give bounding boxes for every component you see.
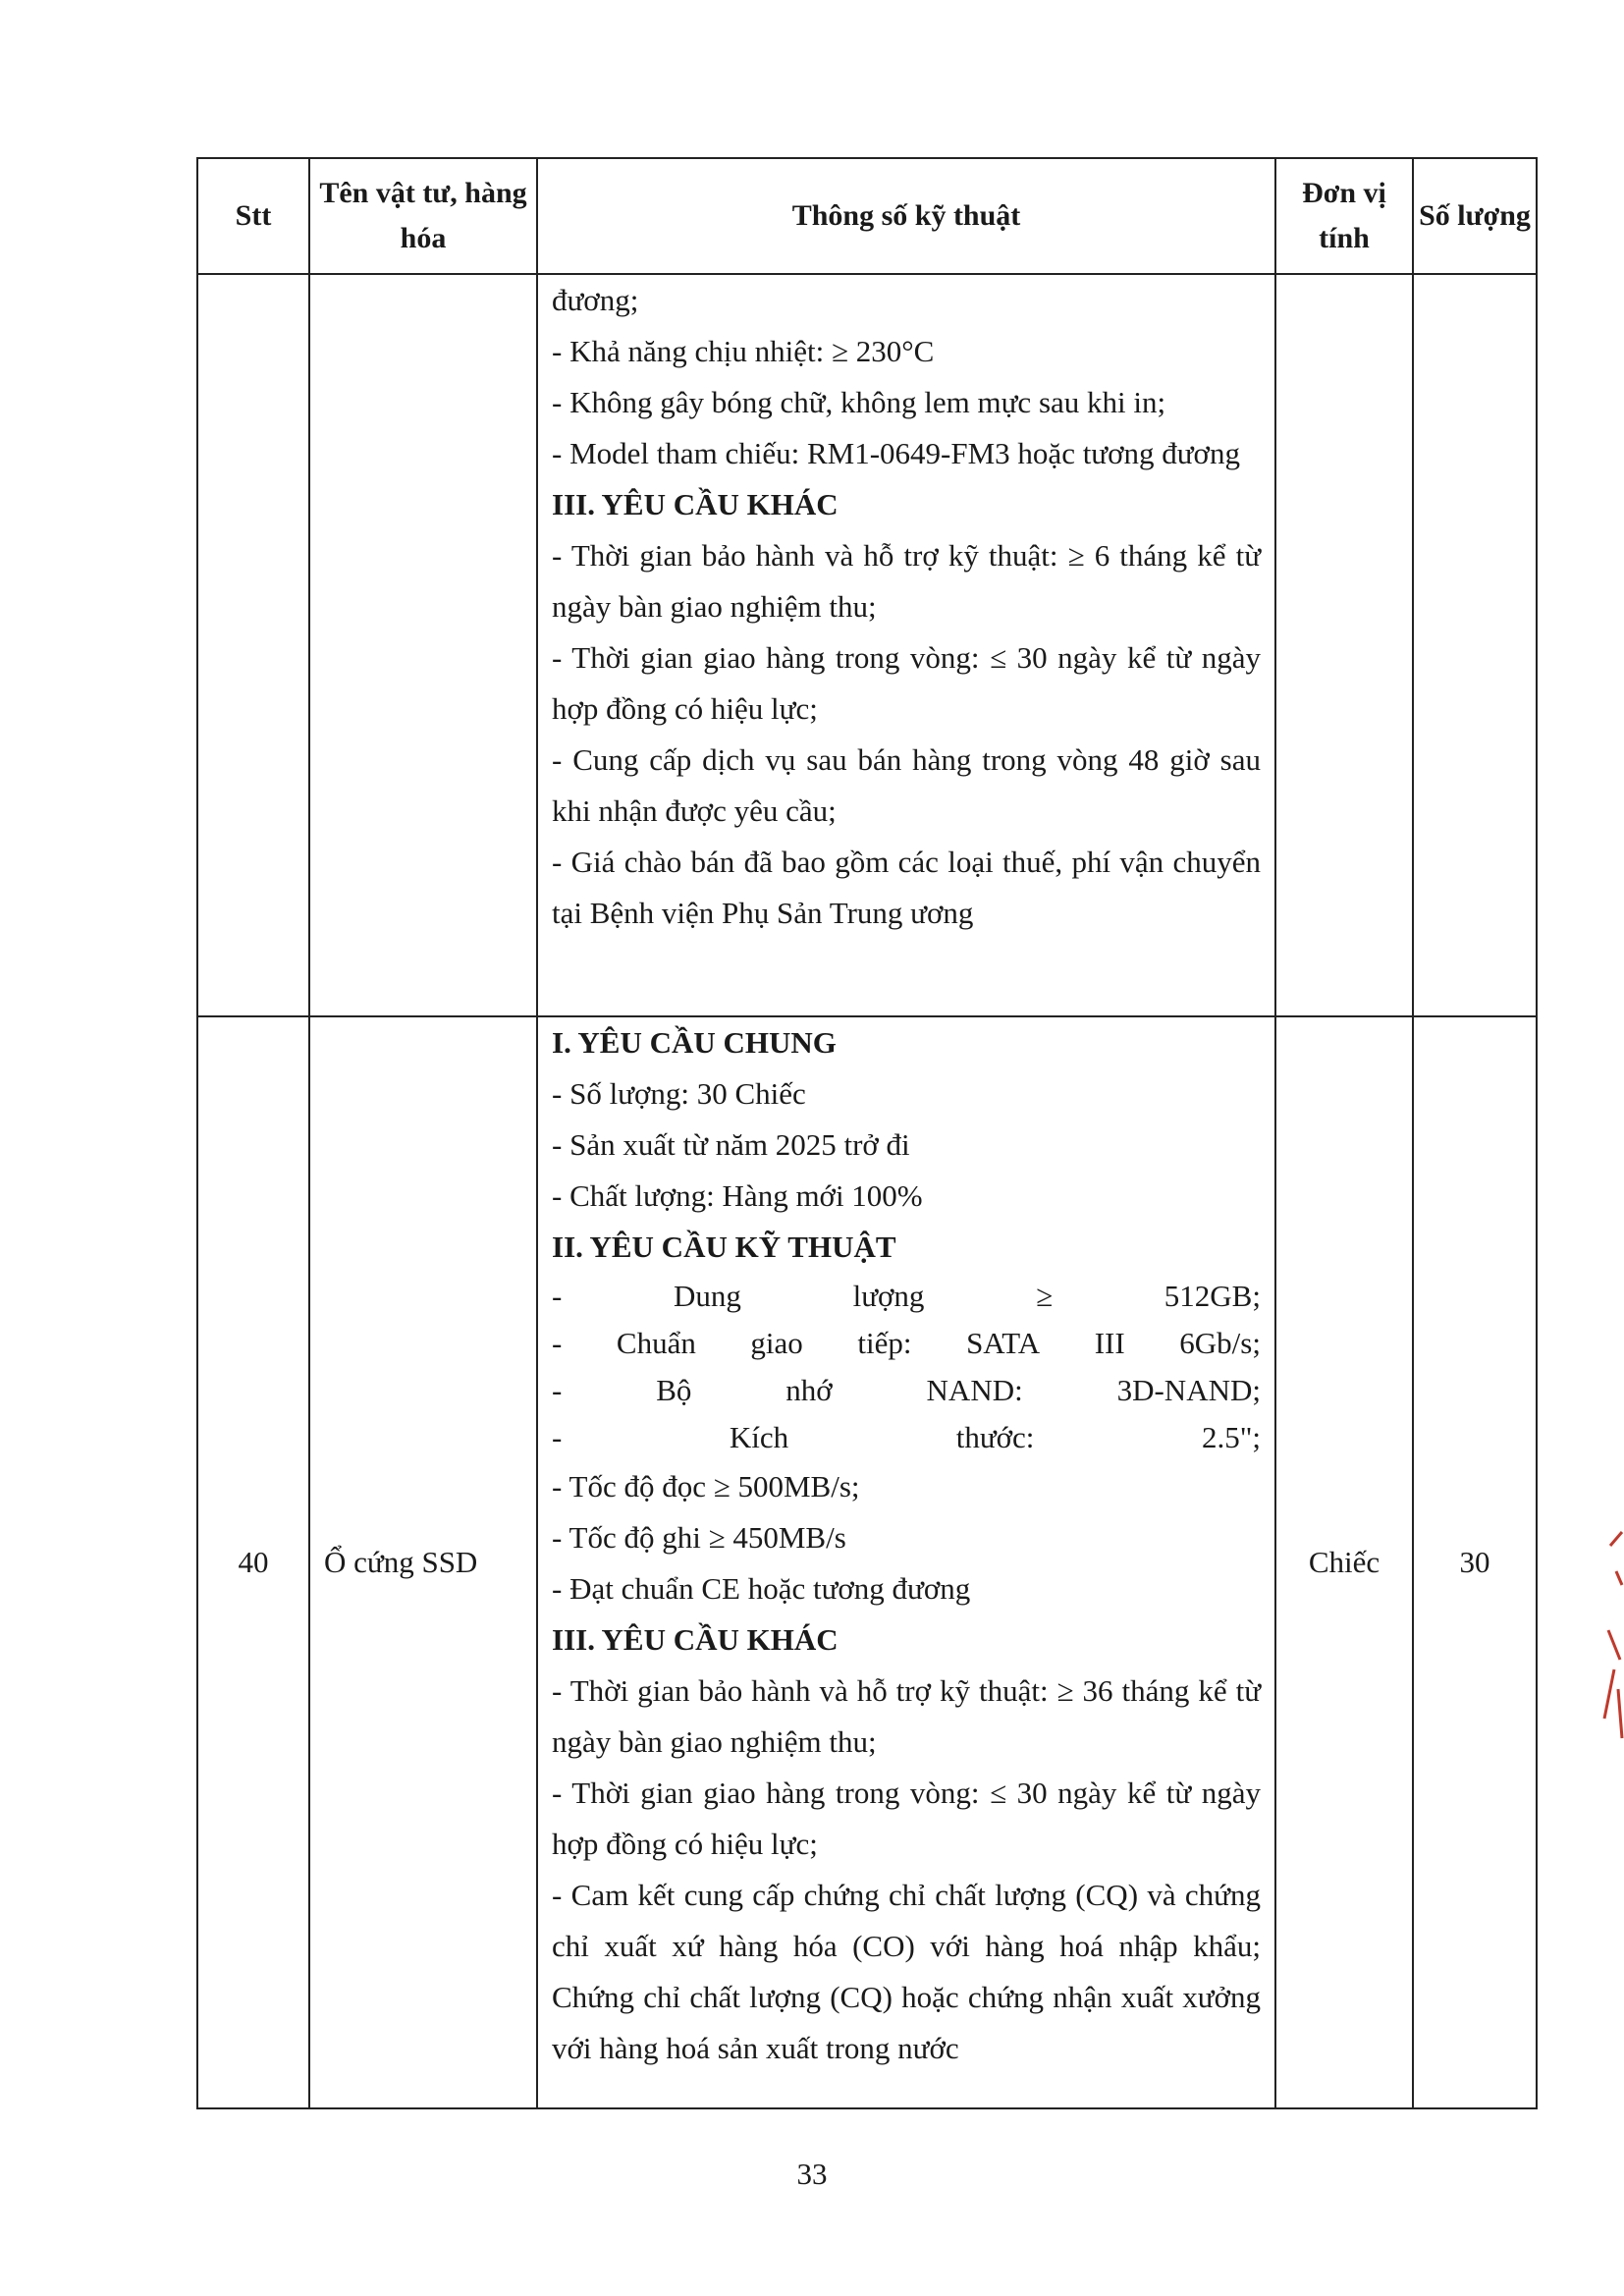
item-name: Ổ cứng SSD [309,1016,537,2108]
header-stt: Stt [197,158,309,274]
spread-word: 6Gb/s; [1179,1326,1261,1360]
spread-word: ≥ [1036,1279,1054,1313]
spec-spread-row [552,1273,1261,1320]
spec-heading: III. YÊU CẦU KHÁC [552,1622,839,1657]
continued-stt-cell [197,274,309,1016]
spec-line: - Thời gian bảo hành và hỗ trợ kỹ thuật: ≥ 6 tháng kể từ ngày bàn giao nghiệm thu; [552,538,1261,624]
spread-word: SATA [966,1326,1041,1360]
spread-word: 3D-NAND; [1116,1373,1261,1407]
header-spec: Thông số kỹ thuật [537,158,1275,274]
continued-name-cell [309,274,537,1016]
table-row-continued [197,274,1537,1016]
spec-line: - Tốc độ đọc ≥ 500MB/s; [552,1469,860,1503]
spread-word: Bộ [656,1373,692,1407]
item-unit: Chiếc [1275,1016,1413,2108]
spread-word: - [552,1279,563,1313]
item-qty: 30 [1413,1016,1537,2108]
spec-line: - Cung cấp dịch vụ sau bán hàng trong vòng 48 giờ sau khi nhận được yêu cầu; [552,742,1261,828]
spec-heading: I. YÊU CẦU CHUNG [552,1025,837,1060]
spread-word: - [552,1326,563,1360]
spread-word: tiếp: [857,1326,912,1360]
spread-word: giao [750,1326,803,1360]
spec-heading: II. YÊU CẦU KỸ THUẬT [552,1230,896,1264]
spec-line: đương; [552,283,639,317]
spec-line: - Số lượng: 30 Chiếc [552,1076,806,1111]
page-number: 33 [796,2157,828,2191]
spec-line: - Khả năng chịu nhiệt: ≥ 230°C [552,334,935,368]
red-stamp-edge-icon [1595,1512,1624,1748]
spread-word: 512GB; [1164,1279,1261,1313]
spec-line: - Tốc độ ghi ≥ 450MB/s [552,1520,846,1555]
spec-table [196,157,1538,2109]
header-unit: Đơn vị tính [1275,158,1413,274]
spread-word: Kích [729,1420,789,1454]
spec-line: - Giá chào bán đã bao gồm các loại thuế, phí vận chuyển tại Bệnh viện Phụ Sản Trung ương [552,845,1261,930]
item-stt: 40 [197,1016,309,2108]
spec-line: - Model tham chiếu: RM1-0649-FM3 hoặc tương đương [552,436,1240,470]
spread-word: - [552,1420,563,1454]
spec-heading: III. YÊU CẦU KHÁC [552,487,839,521]
spec-spread-row [552,1367,1261,1414]
table-row-item-40 [197,1016,1537,2108]
spread-word: 2.5"; [1201,1420,1261,1454]
spread-word: Chuẩn [616,1326,696,1360]
spec-line: - Thời gian bảo hành và hỗ trợ kỹ thuật: ≥ 36 tháng kể từ ngày bàn giao nghiệm thu; [552,1673,1261,1759]
table-header-row [197,158,1537,274]
continued-unit-cell [1275,274,1413,1016]
spec-line: - Không gây bóng chữ, không lem mực sau khi in; [552,385,1166,419]
spread-word: Dung [674,1279,741,1313]
header-name: Tên vật tư, hàng hóa [309,158,537,274]
item-spec-cell [537,1016,1275,2108]
spread-word: NAND: [926,1373,1023,1407]
header-qty: Số lượng [1413,158,1537,274]
spec-spread-row [552,1320,1261,1367]
spec-line: - Thời gian giao hàng trong vòng: ≤ 30 ngày kể từ ngày hợp đồng có hiệu lực; [552,640,1261,726]
continued-spec-cell [537,274,1275,1016]
spread-word: - [552,1373,563,1407]
spread-word: thước: [955,1420,1035,1454]
spec-line: - Cam kết cung cấp chứng chỉ chất lượng (CQ) và chứng chỉ xuất xứ hàng hóa (CO) với hàng hoá nhập khẩu; Chứng chỉ chất lượng (CQ) hoặc chứng nhận xuất xưởng với hàng hoá sản xuất trong nước [552,1878,1261,2065]
spec-line: - Đạt chuẩn CE hoặc tương đương [552,1571,971,1606]
continued-qty-cell [1413,274,1537,1016]
spread-word: III [1094,1326,1125,1360]
spec-line: - Chất lượng: Hàng mới 100% [552,1178,923,1213]
spec-line: - Sản xuất từ năm 2025 trở đi [552,1127,910,1162]
spread-word: nhớ [785,1373,833,1407]
spec-line: - Thời gian giao hàng trong vòng: ≤ 30 ngày kể từ ngày hợp đồng có hiệu lực; [552,1776,1261,1861]
spread-word: lượng [852,1279,925,1313]
spec-spread-row [552,1414,1261,1461]
